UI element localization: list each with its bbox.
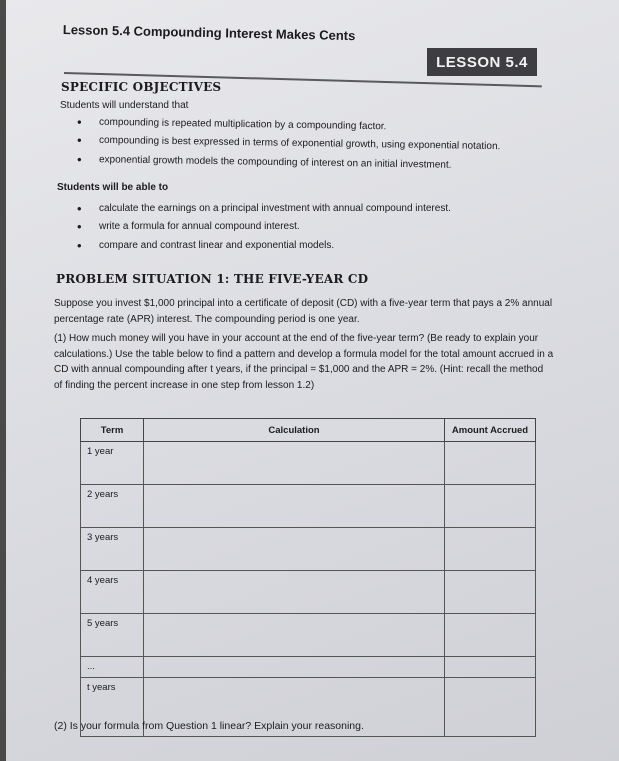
calculation-cell[interactable] bbox=[144, 614, 445, 657]
problem-intro: Suppose you invest $1,000 principal into a certificate of deposit (CD) with a five-year term that pays a 2% annual percentage rate (APR) interest. The compounding period is one year. bbox=[54, 298, 553, 325]
term-cell: t years bbox=[81, 678, 144, 737]
calculation-cell[interactable] bbox=[144, 442, 445, 485]
header-amount: Amount Accrued bbox=[445, 419, 536, 442]
term-cell: ... bbox=[81, 657, 144, 678]
amount-cell[interactable] bbox=[445, 678, 536, 737]
calculation-cell[interactable] bbox=[144, 528, 445, 571]
table-row bbox=[81, 614, 536, 657]
problem-heading: PROBLEM SITUATION 1: THE FIVE-YEAR CD bbox=[56, 272, 369, 286]
problem-body bbox=[54, 296, 554, 393]
understand-item: • compounding is best expressed in terms of exponential growth, using exponential notation. bbox=[99, 135, 500, 152]
amount-cell[interactable] bbox=[445, 485, 536, 528]
table-header-row bbox=[81, 419, 536, 442]
able-item: • write a formula for annual compound interest. bbox=[99, 221, 300, 232]
understand-item: • exponential growth models the compounding of interest on an initial investment. bbox=[99, 154, 452, 171]
calculation-cell[interactable] bbox=[144, 571, 445, 614]
header-term: Term bbox=[81, 419, 144, 442]
amount-cell[interactable] bbox=[445, 657, 536, 678]
calculation-table bbox=[80, 418, 536, 737]
calculation-cell[interactable] bbox=[144, 485, 445, 528]
question-1: (1) How much money will you have in your account at the end of the five-year term? (Be ready to explain your calculations.) Use the table below to find a pattern and develop a formula model for the total amount accrued in a CD with annual compounding after t years, if the principal = $1,000 and the APR = 2%. (Hint: recall the method of finding the percent increase in one step from lesson 1.2) bbox=[54, 333, 554, 391]
worksheet-page bbox=[6, 0, 619, 761]
question-2: (2) Is your formula from Question 1 linear? Explain your reasoning. bbox=[54, 720, 364, 732]
able-item: • calculate the earnings on a principal investment with annual compound interest. bbox=[99, 203, 451, 214]
table-row bbox=[81, 528, 536, 571]
term-cell: 1 year bbox=[81, 442, 144, 485]
calculation-cell[interactable] bbox=[144, 657, 445, 678]
table-row bbox=[81, 657, 536, 678]
table-row bbox=[81, 485, 536, 528]
objectives-heading: SPECIFIC OBJECTIVES bbox=[61, 80, 222, 94]
amount-cell[interactable] bbox=[445, 614, 536, 657]
term-cell: 3 years bbox=[81, 528, 144, 571]
understand-item: • compounding is repeated multiplication by a compounding factor. bbox=[99, 117, 387, 133]
lesson-title: Lesson 5.4 Compounding Interest Makes Cents bbox=[62, 22, 356, 44]
lesson-badge: LESSON 5.4 bbox=[427, 48, 537, 76]
header-calculation: Calculation bbox=[144, 419, 445, 442]
able-intro: Students will be able to bbox=[57, 182, 169, 193]
amount-cell[interactable] bbox=[445, 571, 536, 614]
table-row bbox=[81, 571, 536, 614]
amount-cell[interactable] bbox=[445, 528, 536, 571]
understand-intro: Students will understand that bbox=[60, 100, 189, 111]
term-cell: 4 years bbox=[81, 571, 144, 614]
able-item: • compare and contrast linear and exponential models. bbox=[99, 240, 334, 251]
amount-cell[interactable] bbox=[445, 442, 536, 485]
table-row bbox=[81, 442, 536, 485]
term-cell: 5 years bbox=[81, 614, 144, 657]
term-cell: 2 years bbox=[81, 485, 144, 528]
